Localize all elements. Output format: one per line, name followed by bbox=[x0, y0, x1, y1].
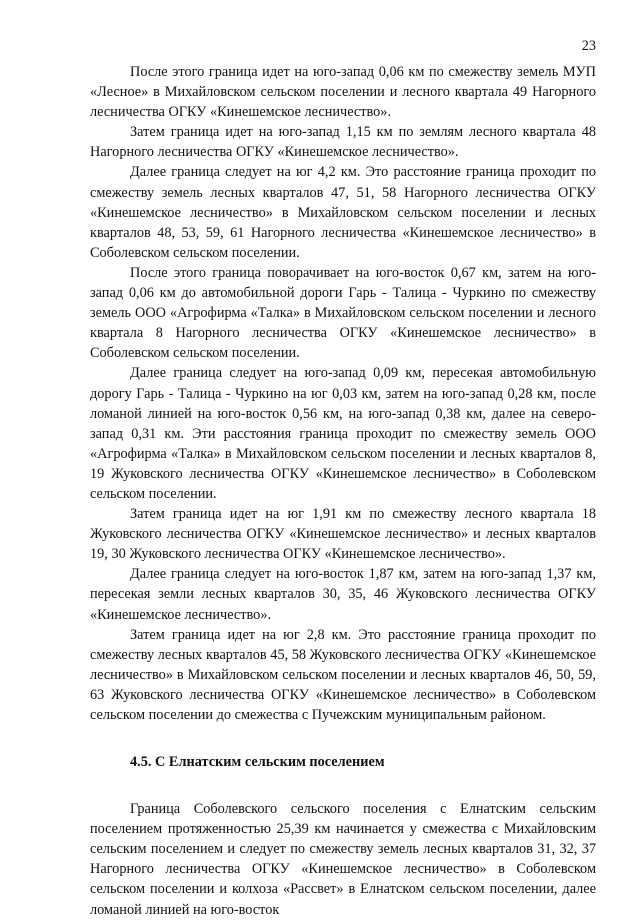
paragraph: Затем граница идет на юго-запад 1,15 км по землям лесного квартала 48 Нагорного лесничества ОГКУ «Кинешемское лесничество». bbox=[90, 124, 596, 161]
paragraph: Граница Соболевского сельского поселения с Елнатским сельским поселением протяженностью 25,39 км начинается у смежества с Михайловским сельским поселением и следует по смежеству земель лесных кварталов 31, 32, 37 Нагорного лесничества ОГКУ «Кинешемское лесничество» в Соболевском сельском поселении и колхоза «Рассвет» в Елнатском сельском поселении, далее ломаной линией на юго-восток bbox=[90, 801, 596, 918]
paragraph: После этого граница идет на юго-запад 0,06 км по смежеству земель МУП «Лесное» в Михайловском сельском поселении и лесного квартала 49 Нагорного лесничества ОГКУ «Кинешемское лесничество». bbox=[90, 64, 596, 121]
paragraph: Затем граница идет на юг 1,91 км по смежеству лесного квартала 18 Жуковского лесничества ОГКУ «Кинешемское лесничество» и лесных кварталов 19, 30 Жуковского лесничества ОГКУ «Кинешемское лесничество». bbox=[90, 506, 596, 563]
paragraph: Далее граница следует на юго-запад 0,09 км, пересекая автомобильную дорогу Гарь - Талица - Чуркино на юг 0,03 км, затем на юго-запад 0,28 км, после ломаной линией на юго-восток 0,56 км, на юго-запад 0,38 км, далее на северо-запад 0,31 км. Эти расстояния граница проходит по смежеству земель ООО «Агрофирма «Талка» в Михайловском сельском поселении и лесных кварталов 8, 19 Жуковского лесничества ОГКУ «Кинешемское лесничество» в Соболевском сельском поселении. bbox=[90, 365, 596, 502]
section-heading: 4.5. С Елнатским сельским поселением bbox=[130, 754, 385, 771]
paragraph: Далее граница следует на юг 4,2 км. Это расстояние граница проходит по смежеству земель лесных кварталов 47, 51, 58 Нагорного лесничества ОГКУ «Кинешемское лесничество» в Михайловском сельском поселении и лесных кварталов 48, 53, 59, 61 Нагорного лесничества «Кинешемское лесничество» в Соболевском сельском поселении. bbox=[90, 164, 596, 261]
paragraph: После этого граница поворачивает на юго-восток 0,67 км, затем на юго-запад 0,06 км до автомобильной дороги Гарь - Талица - Чуркино по смежеству земель ООО «Агрофирма «Талка» в Михайловском сельском поселении и лесного квартала 8 Нагорного лесничества ОГКУ «Кинешемское лесничество» в Соболевском сельском поселении. bbox=[90, 264, 596, 362]
paragraph: Затем граница идет на юг 2,8 км. Это расстояние граница проходит по смежеству лесных кварталов 45, 58 Жуковского лесничества ОГКУ «Кинешемское лесничество» в Михайловском сельском поселении и лесных кварталов 46, 50, 59, 63 Жуковского лесничества ОГКУ «Кинешемское лесничество» в Соболевском сельском поселении до смежества с Пучежским муниципальным районом. bbox=[90, 626, 596, 723]
document-body bbox=[90, 62, 596, 920]
page-number: 23 bbox=[581, 38, 596, 54]
paragraph: Далее граница следует на юго-восток 1,87 км, затем на юго-запад 1,37 км, пересекая земли лесных кварталов 30, 35, 46 Жуковского лесничества ОГКУ «Кинешемское лесничество». bbox=[90, 566, 596, 623]
